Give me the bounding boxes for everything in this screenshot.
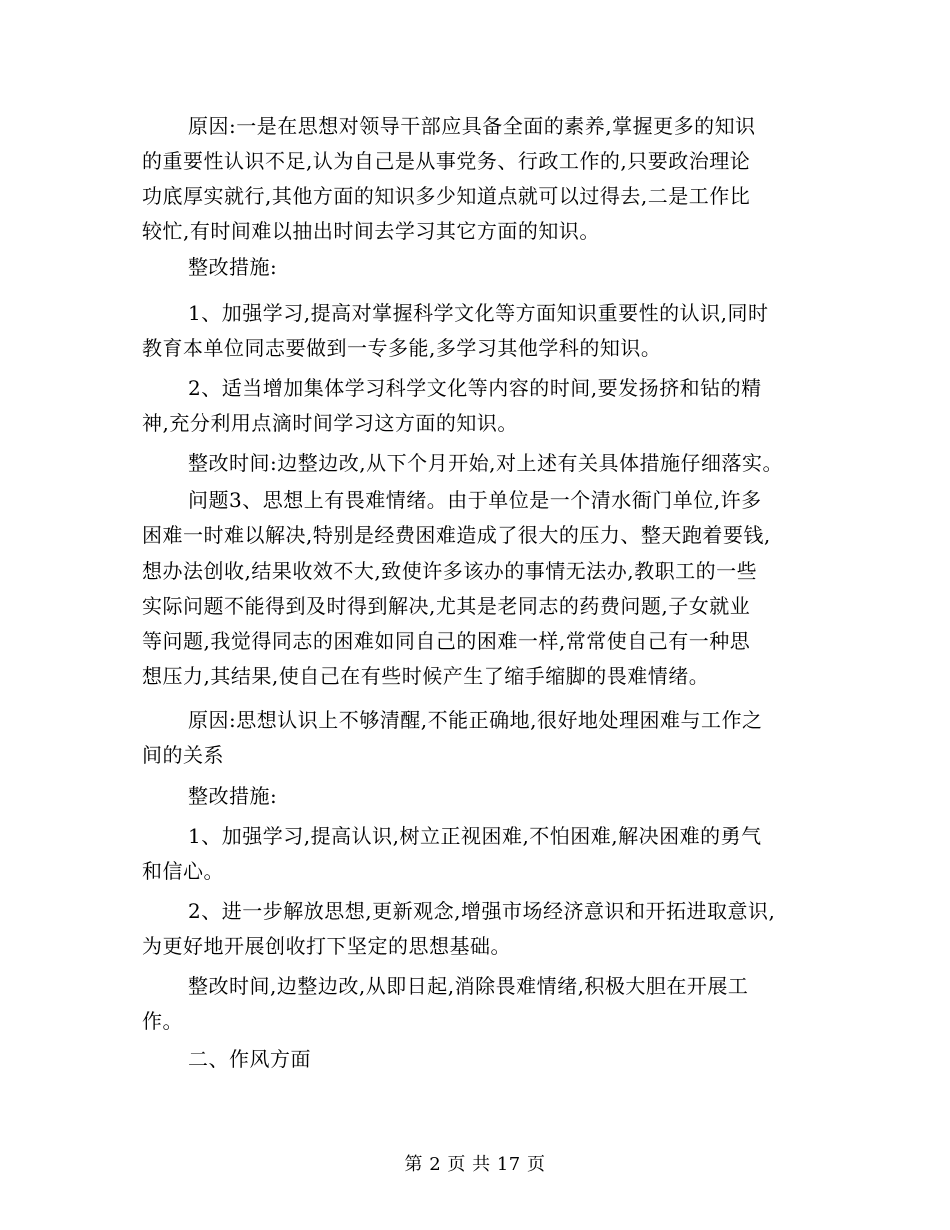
text-line: 整改措施:	[188, 784, 278, 808]
text-line: 神,充分利用点滴时间学习这方面的知识。	[142, 411, 518, 435]
text-line: 为更好地开展创收打下坚定的思想基础。	[142, 934, 511, 958]
text-line: 作。	[142, 1009, 183, 1033]
text-line: 原因:思想认识上不够清醒,不能正确地,很好地处理困难与工作之	[188, 708, 763, 732]
text-line: 功底厚实就行,其他方面的知识多少知道点就可以过得去,二是工作比	[142, 184, 751, 208]
text-line: 2、适当增加集体学习科学文化等内容的时间,要发扬挤和钻的精	[188, 376, 762, 400]
text-line: 和信心。	[142, 859, 224, 883]
text-line: 问题3、思想上有畏难情绪。由于单位是一个清水衙门单位,许多	[188, 488, 762, 512]
text-line: 1、加强学习,提高认识,树立正视困难,不怕困难,解决困难的勇气	[188, 824, 762, 848]
text-line: 原因:一是在思想对领导干部应具备全面的素养,掌握更多的知识	[188, 114, 756, 138]
text-line: 等问题,我觉得同志的困难如同自己的困难一样,常常使自己有一种思	[142, 629, 751, 653]
text-line: 整改时间:边整边改,从下个月开始,对上述有关具体措施仔细落实。	[188, 451, 783, 475]
section-heading: 二、作风方面	[188, 1047, 311, 1071]
text-line: 想办法创收,结果收效不大,致使许多该办的事情无法办,教职工的一些	[142, 559, 758, 583]
text-line: 2、进一步解放思想,更新观念,增强市场经济意识和开拓进取意识,	[188, 899, 776, 923]
text-line: 整改时间,边整边改,从即日起,消除畏难情绪,积极大胆在开展工	[188, 974, 749, 998]
text-line: 想压力,其结果,使自己在有些时候产生了缩手缩脚的畏难情绪。	[142, 664, 710, 688]
text-line: 的重要性认识不足,认为自己是从事党务、行政工作的,只要政治理论	[142, 149, 751, 173]
text-line: 间的关系	[142, 743, 224, 767]
text-line: 整改措施:	[188, 255, 278, 279]
text-line: 较忙,有时间难以抽出时间去学习其它方面的知识。	[142, 219, 600, 243]
text-line: 实际问题不能得到及时得到解决,尤其是老同志的药费问题,子女就业	[142, 594, 751, 618]
text-line: 教育本单位同志要做到一专多能,多学习其他学科的知识。	[142, 336, 662, 360]
page-number-footer: 第 2 页 共 17 页	[404, 1154, 546, 1175]
text-line: 1、加强学习,提高对掌握科学文化等方面知识重要性的认识,同时	[188, 301, 769, 325]
text-line: 困难一时难以解决,特别是经费困难造成了很大的压力、整天跑着要钱,	[142, 523, 771, 547]
